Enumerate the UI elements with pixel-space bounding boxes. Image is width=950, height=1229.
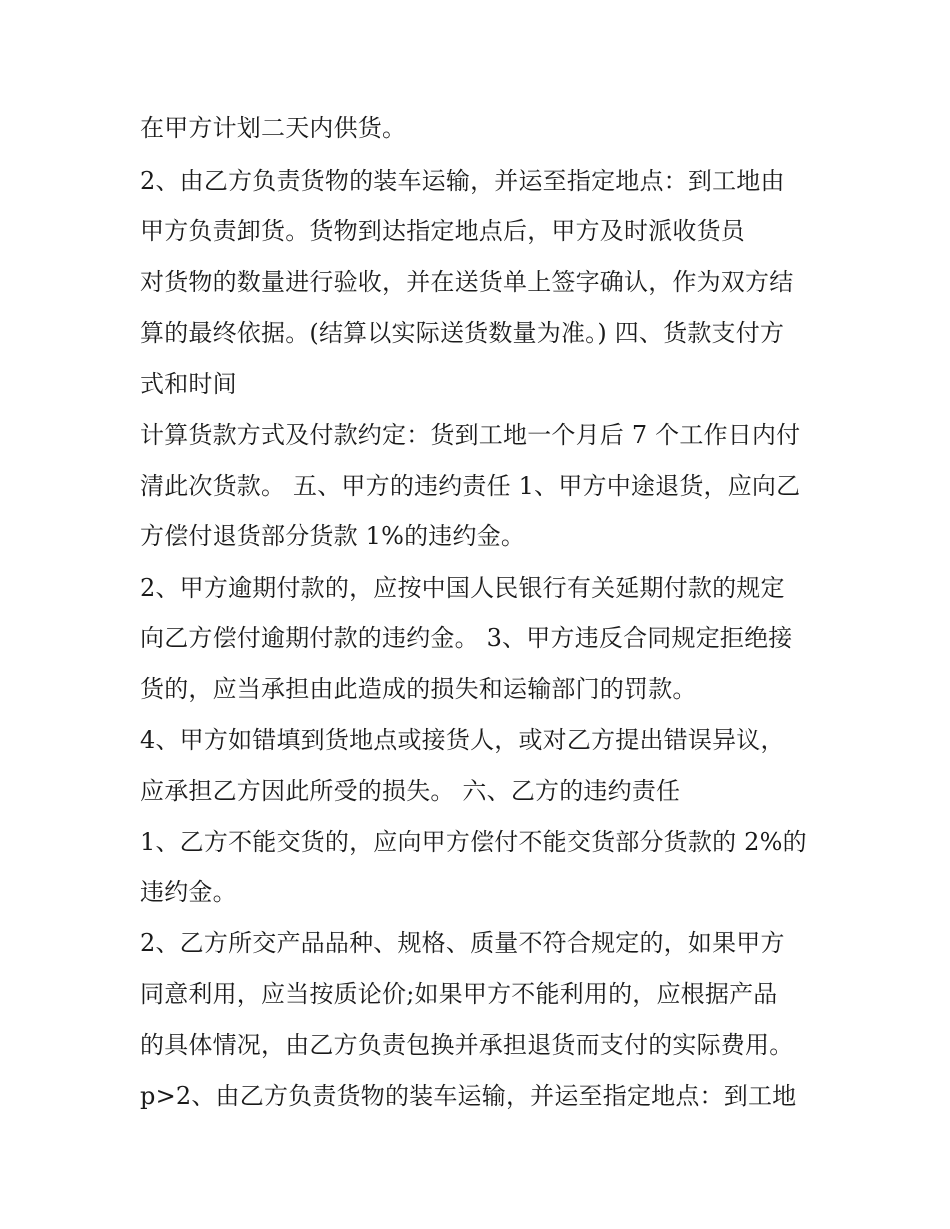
text-line: 2、甲方逾期付款的，应按中国人民银行有关延期付款的规定 <box>140 574 785 602</box>
text-line: 2、乙方所交产品品种、规格、质量不符合规定的，如果甲方 <box>140 929 785 957</box>
text-line: 向乙方偿付逾期付款的违约金。 3、甲方违反合同规定拒绝接 <box>140 624 793 652</box>
text-line: 算的最终依据。(结算以实际送货数量为准。) 四、货款支付方 <box>140 319 785 347</box>
text-line: 方偿付退货部分货款 1%的违约金。 <box>140 522 526 550</box>
text-line: 式和时间 <box>140 370 237 398</box>
text-line: 违约金。 <box>140 878 237 906</box>
text-line: p>2、由乙方负责货物的装车运输，并运至指定地点：到工地 <box>140 1082 797 1110</box>
text-line: 同意利用，应当按质论价;如果甲方不能利用的，应根据产品 <box>140 980 778 1008</box>
text-line: 甲方负责卸货。货物到达指定地点后，甲方及时派收货员 <box>140 217 745 245</box>
text-line: 应承担乙方因此所受的损失。 六、乙方的违约责任 <box>140 777 681 805</box>
text-line: 2、由乙方负责货物的装车运输，并运至指定地点：到工地由 <box>140 167 785 195</box>
text-line: 4、甲方如错填到货地点或接货人，或对乙方提出错误异议， <box>140 726 785 754</box>
text-line: 的具体情况，由乙方负责包换并承担退货而支付的实际费用。 <box>140 1031 794 1059</box>
text-line: 计算货款方式及付款约定：货到工地一个月后 7 个工作日内付 <box>140 421 801 449</box>
text-line: 1、乙方不能交货的，应向甲方偿付不能交货部分货款的 2%的 <box>140 828 807 856</box>
text-line: 在甲方计划二天内供货。 <box>140 114 407 142</box>
text-line: 对货物的数量进行验收，并在送货单上签字确认，作为双方结 <box>140 268 794 296</box>
text-line: 货的，应当承担由此造成的损失和运输部门的罚款。 <box>140 675 697 703</box>
text-line: 清此次货款。 五、甲方的违约责任 1、甲方中途退货，应向乙 <box>140 472 801 500</box>
